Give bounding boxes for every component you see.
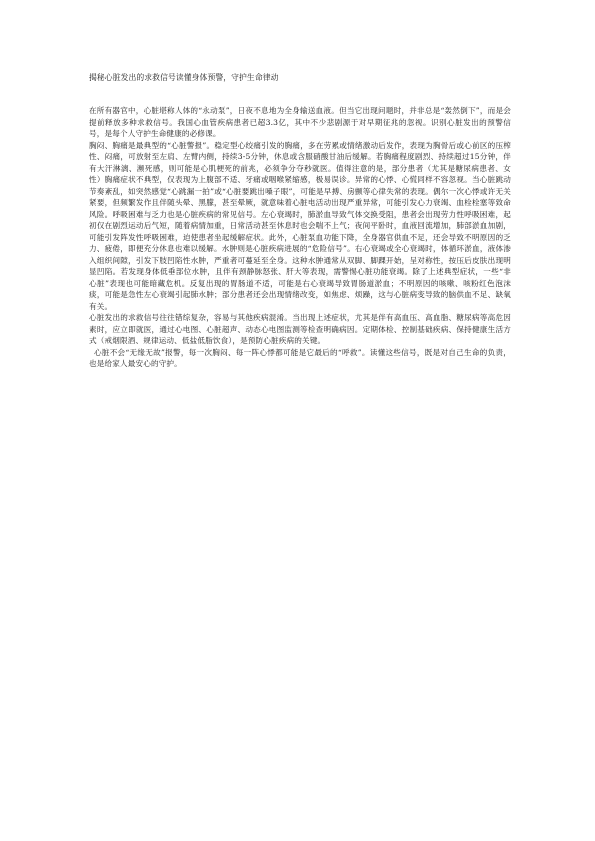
- paragraph-advice: 心脏发出的求救信号往往错综复杂，容易与其他疾病混淆。当出现上述症状，尤其是伴有高血压、高血脂、糖尿病等高危因素时，应立即就医，通过心电图、心脏超声、动态心电图监测等检查明确病因。定期体检、控制基础疾病、保持健康生活方式（戒烟限酒、规律运动、低盐低脂饮食），是预防心脏疾病的关键。: [89, 313, 511, 345]
- document-page: [89, 72, 511, 370]
- document-title: 揭秘心脏发出的求救信号读懂身体预警，守护生命律动: [89, 73, 279, 82]
- paragraph-conclusion: 心脏不会“无缘无故”报警，每一次胸闷、每一阵心悸都可能是它最后的“呼救”。读懂这些信号，既是对自己生命的负责，也是给家人最安心的守护。: [89, 347, 511, 368]
- paragraph-symptoms: 胸闷、胸痛是最典型的“心脏警报”。稳定型心绞痛引发的胸痛，多在劳累或情绪激动后发作，表现为胸骨后或心前区的压榨性、闷痛，可放射至左肩、左臂内侧，持续3-5分钟，休息或含服硝酸甘油后缓解。若胸痛程度剧烈、持续超过15分钟，伴有大汗淋漓、濒死感，则可能是心肌梗死的前兆，必须争分夺秒就医。值得注意的是，部分患者（尤其是糖尿病患者、女性）胸痛症状不典型，仅表现为上腹部不适、牙痛或咽喉紧缩感，极易误诊。异常的心悸、心慌同样不容忽视。当心脏跳动节奏紊乱，如突然感觉“心跳漏一拍”或“心脏要跳出嗓子眼”，可能是早搏、房颤等心律失常的表现。偶尔一次心悸或许无关紧要，但频繁发作且伴随头晕、黑朦，甚至晕厥，就意味着心脏电活动出现严重异常，可能引发心力衰竭、血栓栓塞等致命风险。呼吸困难与乏力也是心脏疾病的常见信号。左心衰竭时，肺淤血导致气体交换受阻，患者会出现劳力性呼吸困难，起初仅在剧烈运动后气短，随着病情加重，日常活动甚至休息时也会喘不上气；夜间平卧时，血液回流增加，肺部淤血加剧，可能引发阵发性呼吸困难，迫使患者坐起缓解症状。此外，心脏泵血功能下降，全身器官供血不足，还会导致不明原因的乏力、疲倦，即便充分休息也难以缓解。水肿则是心脏疾病进展的“危险信号”。右心衰竭或全心衰竭时，体循环淤血，液体渗入组织间隙，引发下肢凹陷性水肿，严重者可蔓延至全身。这种水肿通常从双脚、脚踝开始，呈对称性，按压后皮肤出现明显凹陷。若发现身体低垂部位水肿，且伴有颈静脉怒张、肝大等表现，需警惕心脏功能衰竭。除了上述典型症状，一些“非心脏”表现也可能暗藏危机。反复出现的胃肠道不适，可能是右心衰竭导致胃肠道淤血；不明原因的咳嗽、咳粉红色泡沫痰，可能是急性左心衰竭引起肺水肿；部分患者还会出现情绪改变，如焦虑、烦躁，这与心脏病变导致的脑供血不足、缺氧有关。: [89, 140, 511, 311]
- paragraph-intro: 在所有器官中，心脏堪称人体的“永动泵”，日夜不息地为全身输送血液。但当它出现问题时，并非总是“轰然倒下”，而是会提前释放多种求救信号。我国心血管疾病患者已超3.3亿，其中不少悲剧源于对早期征兆的忽视。识别心脏发出的预警信号，是每个人守护生命健康的必修课。: [89, 106, 511, 138]
